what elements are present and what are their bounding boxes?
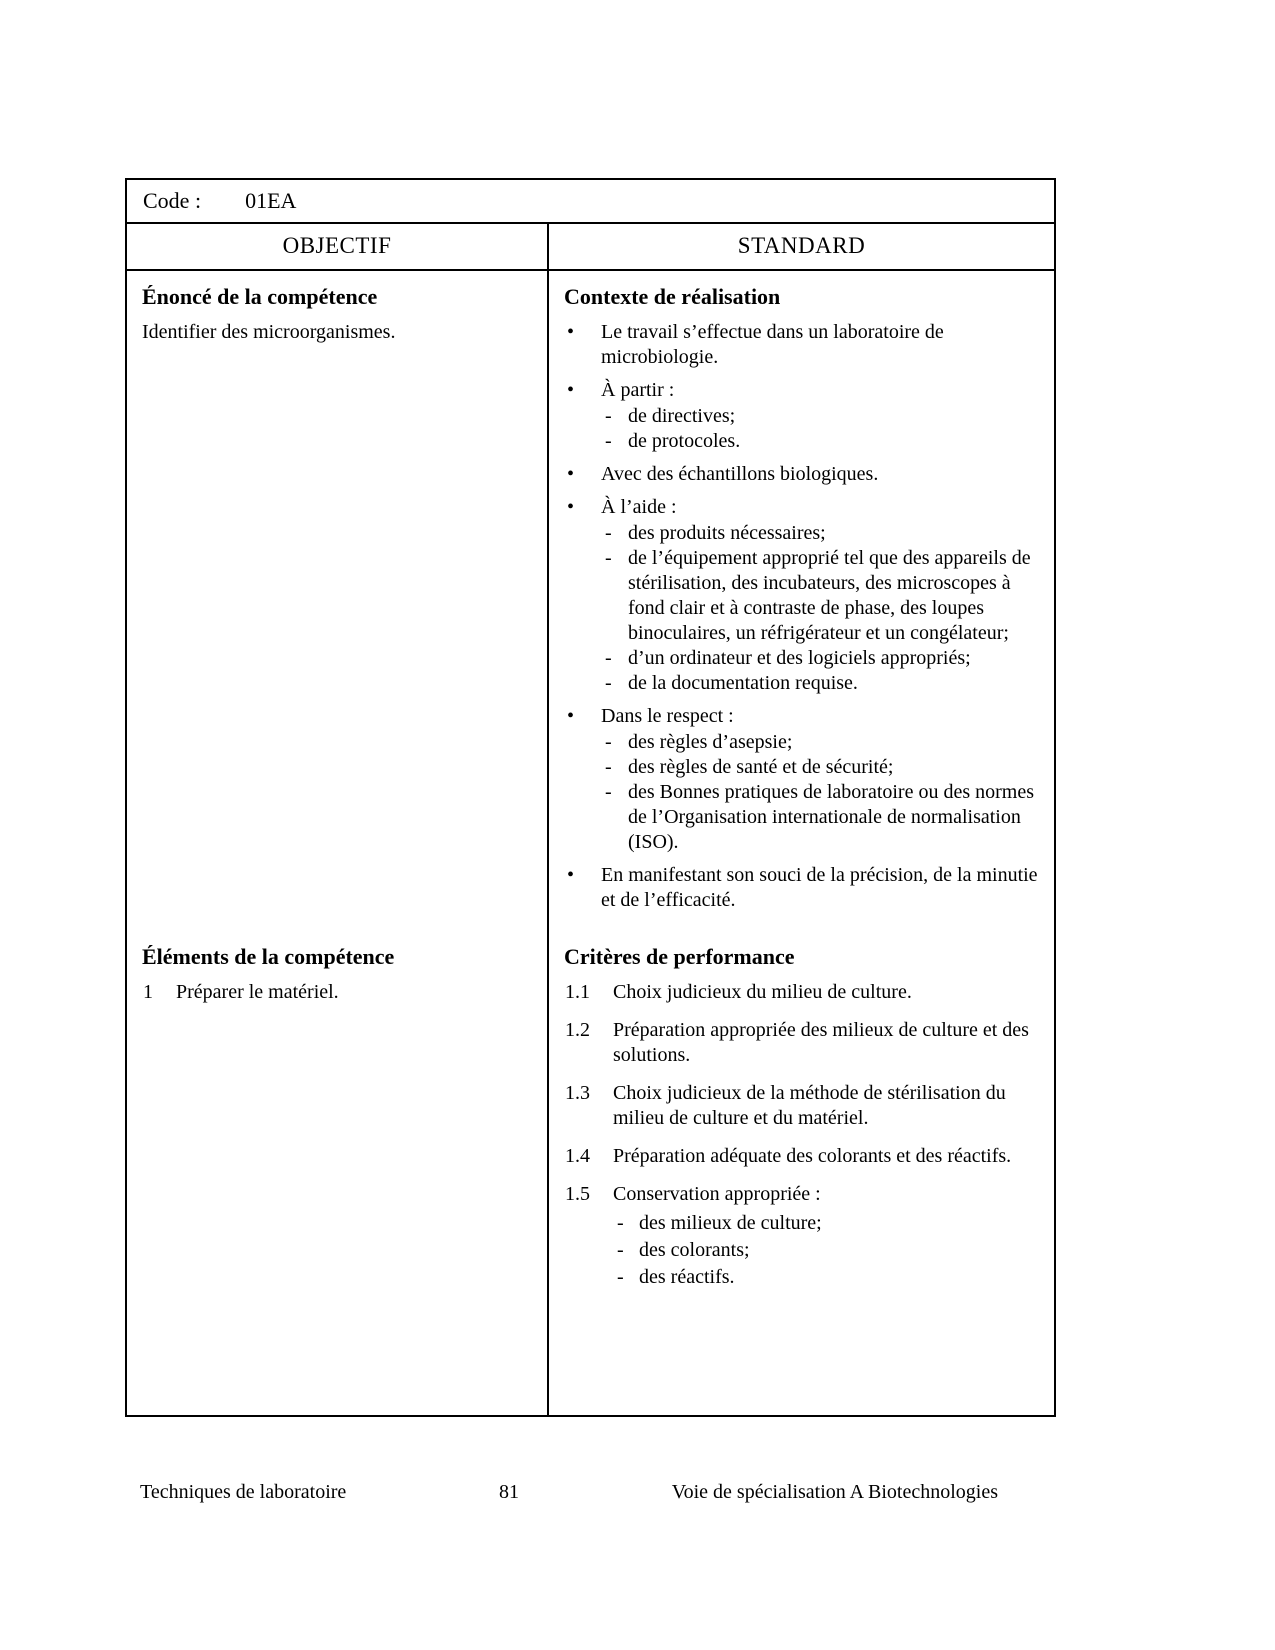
context-sub-item: - des Bonnes pratiques de laboratoire ou des normes de l’Organisation internationale de normalisation (ISO).	[601, 780, 1042, 855]
footer-section-title: Voie de spécialisation A Biotechnologies	[671, 1481, 998, 1503]
context-bullet	[564, 462, 1042, 487]
criterion-text: Choix judicieux du milieu de culture.	[613, 981, 912, 1003]
contexte-title: Contexte de réalisation	[564, 284, 781, 309]
criterion	[564, 1144, 1042, 1169]
element-number: 1	[143, 981, 153, 1003]
criterion-sub-item: - des milieux de culture;	[617, 1211, 1042, 1236]
criterion	[564, 1182, 1042, 1290]
context-sub-item: - des règles d’asepsie;	[601, 730, 1042, 755]
context-bullet-text: En manifestant son souci de la précision, de la minutie et de l’efficacité.	[601, 864, 1038, 911]
criterion-number: 1.3	[565, 1082, 590, 1104]
footer-document-title: Techniques de laboratoire	[140, 1481, 347, 1503]
contexte-cell	[547, 271, 1054, 931]
context-sub-list	[601, 521, 1042, 696]
table-body	[127, 271, 1054, 1415]
context-sub-item: - des règles de santé et de sécurité;	[601, 755, 1042, 780]
element-text: Préparer le matériel.	[176, 981, 339, 1003]
code-row	[127, 180, 1054, 224]
criterion-text: Conservation appropriée :	[613, 1183, 821, 1205]
criterion-sub-item: - des réactifs.	[617, 1265, 1042, 1290]
enonce-cell	[127, 271, 547, 931]
criteres-cell	[547, 931, 1054, 1415]
criterion-number: 1.1	[565, 981, 590, 1003]
page-footer	[140, 1481, 998, 1504]
context-bullet	[564, 320, 1042, 370]
context-sub-item: - des produits nécessaires;	[601, 521, 1042, 546]
code-label: Code :	[143, 188, 202, 213]
standard-column-header: STANDARD	[547, 224, 1054, 269]
objectif-column-header: OBJECTIF	[282, 233, 392, 258]
footer-page-number: 81	[499, 1481, 520, 1503]
criterion	[564, 980, 1042, 1005]
criterion	[564, 1081, 1042, 1131]
criterion-text: Préparation adéquate des colorants et des réactifs.	[613, 1145, 1012, 1167]
context-bullet-text: À l’aide :	[601, 496, 677, 518]
context-bullet-text: À partir :	[601, 379, 675, 401]
context-bullet-text: Le travail s’effectue dans un laboratoire de microbiologie.	[601, 321, 944, 368]
contexte-list	[564, 320, 1042, 913]
context-sub-list	[601, 730, 1042, 855]
context-sub-item: - de la documentation requise.	[601, 671, 1042, 696]
criterion-sub-item: - des colorants;	[617, 1238, 1042, 1263]
context-bullet	[564, 378, 1042, 454]
context-sub-list	[601, 404, 1042, 454]
context-bullet	[564, 704, 1042, 855]
context-sub-item: - de l’équipement approprié tel que des appareils de stérilisation, des incubateurs, des microscopes à fond clair et à contraste de phase, des loupes binoculaires, un réfrigérateur et un congélateur;	[601, 546, 1042, 646]
elements-title: Éléments de la compétence	[142, 944, 395, 969]
context-sub-item: - de directives;	[601, 404, 1042, 429]
enonce-title: Énoncé de la compétence	[142, 284, 378, 309]
criterion-number: 1.4	[565, 1145, 590, 1167]
context-sub-item: - d’un ordinateur et des logiciels appropriés;	[601, 646, 1042, 671]
criteres-title: Critères de performance	[564, 944, 795, 969]
context-sub-item: - de protocoles.	[601, 429, 1042, 454]
criterion-text: Choix judicieux de la méthode de stérilisation du milieu de culture et du matériel.	[613, 1082, 1006, 1129]
criterion-text: Préparation appropriée des milieux de culture et des solutions.	[613, 1019, 1029, 1066]
criterion	[564, 1018, 1042, 1068]
context-bullet-text: Avec des échantillons biologiques.	[601, 463, 879, 485]
elements-cell	[127, 931, 547, 1415]
criterion-sub-list	[617, 1211, 1042, 1290]
context-bullet	[564, 495, 1042, 696]
element-item	[142, 980, 532, 1005]
competency-table	[125, 178, 1056, 1417]
code-value: 01EA	[245, 188, 297, 213]
table-header-row	[127, 224, 1054, 271]
context-bullet-text: Dans le respect :	[601, 705, 734, 727]
criterion-number: 1.5	[565, 1183, 590, 1205]
criterion-number: 1.2	[565, 1019, 590, 1041]
context-bullet	[564, 863, 1042, 913]
enonce-text: Identifier des microorganismes.	[142, 321, 396, 343]
